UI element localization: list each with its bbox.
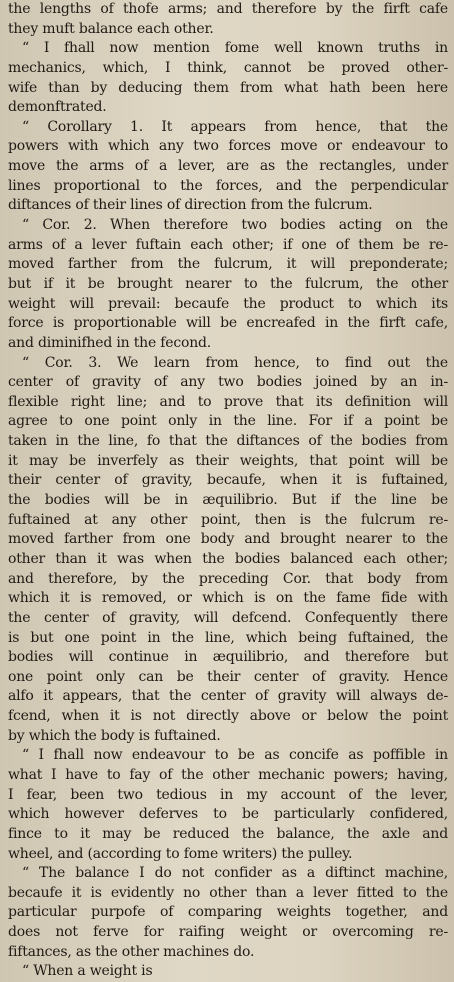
- text-line: the center of gravity, will defcend. Confequently there: [8, 609, 448, 626]
- text-line: is but one point in the line, which being fuftained, the: [8, 629, 448, 646]
- text-line: the bodies will be in æquilibrio. But if the line be: [8, 492, 448, 509]
- text-line: wheel, and (according to fome writers) the pulley.: [8, 845, 353, 862]
- text-line: I fear, been two tedious in my account of the lever,: [8, 786, 448, 803]
- text-line: wife than by deducing them from what hath been here: [8, 79, 448, 96]
- text-line: “ Cor. 3. We learn from hence, to find out the: [22, 354, 448, 371]
- body-text: [8, 0, 448, 982]
- text-line: flexible right line; and to prove that its definition will: [8, 393, 448, 410]
- text-line: powers with which any two forces move or endeavour to: [8, 138, 448, 155]
- text-line: and diminifhed in the fecond.: [8, 334, 212, 351]
- text-line: “ I fhall now mention fome well known truths in: [22, 40, 448, 57]
- text-line: move the arms of a lever, are as the rectangles, under: [8, 158, 448, 175]
- book-page: [8, 0, 448, 980]
- text-line: their center of gravity, becaufe, when it is fuftained,: [8, 472, 448, 489]
- text-line: which it is removed, or which is on the fame fide with: [8, 590, 448, 607]
- text-line: force is proportionable will be encreafed in the firft cafe,: [8, 315, 448, 332]
- text-line: weight will prevail: becaufe the product to which its: [8, 295, 448, 312]
- text-line: diftances of their lines of direction from the fulcrum.: [8, 197, 373, 214]
- text-line: fuftained at any other point, then is the fulcrum re-: [8, 511, 448, 528]
- text-line: fiftances, as the other machines do.: [8, 943, 255, 960]
- text-line: lines proportional to the forces, and the perpendicular: [8, 177, 448, 194]
- text-line: does not ferve for raifing weight or overcoming re-: [8, 924, 448, 941]
- text-line: what I have to fay of the other mechanic powers; having,: [8, 766, 448, 783]
- text-line: “ I fhall now endeavour to be as concife as poffible in: [22, 747, 448, 764]
- text-line: agree to one point only in the line. For if a point be: [8, 413, 448, 430]
- text-line: but if it be brought nearer to the fulcrum, the other: [8, 275, 448, 292]
- text-line: by which the body is fuftained.: [8, 727, 221, 744]
- text-line: they muft balance each other.: [8, 20, 214, 37]
- text-line: which however deferves to be particularly confidered,: [8, 806, 448, 823]
- text-line: “ When a weight is: [22, 963, 153, 980]
- text-line: demonftrated.: [8, 99, 107, 116]
- text-line: arms of a lever fuftain each other; if one of them be re-: [8, 236, 448, 253]
- text-line: taken in the line, fo that the diftances of the bodies from: [8, 433, 448, 450]
- text-line: “ Corollary 1. It appears from hence, that the: [22, 118, 448, 135]
- text-line: bodies will continue in æquilibrio, and therefore but: [8, 649, 448, 666]
- text-line: other than it was when the bodies balanced each other;: [8, 550, 448, 567]
- text-line: “ The balance I do not confider as a diftinct machine,: [22, 865, 448, 882]
- text-line: alfo it appears, that the center of gravity will always de-: [8, 688, 448, 705]
- text-line: “ Cor. 2. When therefore two bodies acting on the: [22, 217, 448, 234]
- text-line: moved farther from the fulcrum, it will preponderate;: [8, 256, 448, 273]
- text-line: the lengths of thofe arms; and therefore by the firft cafe: [8, 1, 448, 17]
- text-line: center of gravity of any two bodies joined by an in-: [8, 374, 448, 391]
- text-line: fcend, when it is not directly above or below the point: [8, 708, 448, 725]
- text-line: one point only can be their center of gravity. Hence: [8, 668, 448, 685]
- text-line: it may be inverfely as their weights, that point will be: [8, 452, 448, 469]
- text-line: mechanics, which, I think, cannot be proved other-: [8, 59, 448, 76]
- text-line: moved farther from one body and brought nearer to the: [8, 531, 448, 548]
- text-line: becaufe it is evidently no other than a lever fitted to the: [8, 884, 448, 901]
- text-line: particular purpofe of comparing weights together, and: [8, 904, 448, 921]
- text-line: fince to it may be reduced the balance, the axle and: [8, 825, 448, 842]
- text-line: and therefore, by the preceding Cor. that body from: [8, 570, 448, 587]
